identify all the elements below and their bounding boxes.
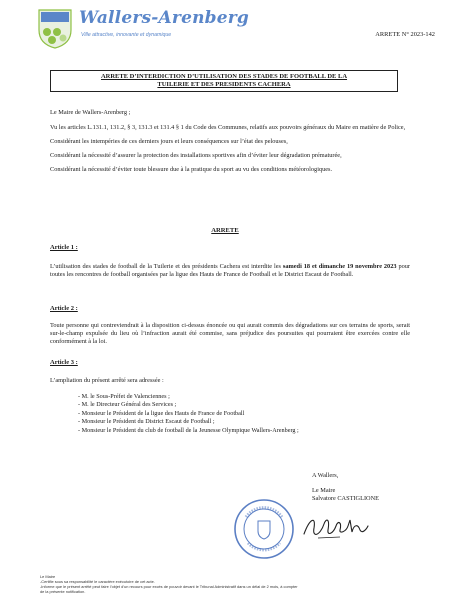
recipient-item: - Monsieur le Président du District Escaut de Football ; bbox=[78, 418, 215, 426]
recipient-item: - Monsieur le Président du club de football de la Jeunesse Olympique Wallers-Arenberg ; bbox=[78, 426, 299, 434]
article-3-title: Article 3 : bbox=[50, 359, 78, 366]
signature-role: Le Maire bbox=[312, 486, 336, 494]
footer-line: -Certifie sous sa responsabilité le caractère exécutoire de cet acte. bbox=[40, 579, 155, 584]
vu-paragraph: Vu les articles L.131.1, 131.2, § 3, 131.3 et 131.4 § 1 du Code des Communes, relatifs aux pouvoirs généraux du Maire en matière de Police, bbox=[50, 124, 406, 131]
article-1-text-a: L’utilisation des stades de football de la Tuilerie et des présidents Cachera est interdite les bbox=[50, 263, 283, 270]
article-3-intro: L’ampliation du présent arrêté sera adressée : bbox=[50, 377, 164, 384]
article-2-title: Article 2 : bbox=[50, 305, 78, 312]
footer-line: de la présente notification. bbox=[40, 589, 86, 594]
decree-title-line1: ARRETE D’INTERDICTION D’UTILISATION DES STADES DE FOOTBALL DE LA bbox=[100, 73, 348, 80]
town-emblem-icon bbox=[35, 6, 75, 50]
considerant-paragraph-1: Considérant les intempéries de ces derniers jours et leurs conséquences sur l’état des pelouses, bbox=[50, 138, 288, 145]
preamble bbox=[50, 109, 410, 174]
logo-title: Wallers-Arenberg bbox=[79, 8, 250, 28]
town-logo bbox=[35, 6, 250, 50]
considerant-paragraph-2: Considérant la nécessité d’assurer la protection des installations sportives afin d’éviter leur dégradation prématurée, bbox=[50, 152, 342, 159]
considerant-paragraph-3: Considérant la nécessité d’éviter toute blessure due à la pratique du sport au vu des conditions météorologiques. bbox=[50, 166, 333, 173]
article-1-text-b: pour toutes les rencontres de football organisées par la ligue des Hauts de France de Football et le District Escaut de Football. bbox=[50, 263, 410, 278]
footer-line: Le Maire bbox=[40, 574, 56, 579]
legal-footer bbox=[40, 574, 420, 594]
article-1-title: Article 1 : bbox=[50, 244, 78, 251]
footer-line: -Informe que le présent arrêté peut faire l’objet d’un recours pour excès de pouvoir devant le Tribunal Administratif dans un délai de 2 mois, à compter bbox=[40, 584, 298, 589]
signature-place: A Wallers, bbox=[312, 472, 339, 479]
recipient-list bbox=[78, 393, 408, 435]
decree-reference: ARRETE N° 2023-142 bbox=[375, 31, 435, 38]
salutation: Le Maire de Wallers-Arenberg ; bbox=[50, 109, 131, 116]
decree-title-line2: TUILERIE ET DES PRESIDENTS CACHERA bbox=[157, 81, 291, 88]
arrete-heading: ARRETE bbox=[211, 227, 239, 234]
article-1-text bbox=[50, 263, 410, 279]
recipient-item: - Monsieur le Président de la ligue des Hauts de France de Football bbox=[78, 409, 245, 417]
recipient-item: - M. le Sous-Préfet de Valenciennes ; bbox=[78, 393, 170, 400]
mairie-stamp-icon bbox=[232, 497, 296, 561]
signature-block bbox=[312, 472, 379, 504]
article-1-dates: samedi 18 et dimanche 19 novembre 2023 bbox=[282, 263, 397, 270]
signature-name: Salvatore CASTIGLIONE bbox=[312, 495, 379, 503]
decree-title bbox=[50, 70, 398, 92]
recipient-item: - M. le Directeur Général des Services ; bbox=[78, 401, 177, 409]
mayor-signature-icon bbox=[300, 510, 372, 542]
article-2-text: Toute personne qui contreviendrait à la disposition ci-dessus énoncée ou qui aurait commis des dégradations sur ces terrains de sports, serait sur-le-champ expulsée du lieu où l’infraction aurait été commise, sans préjudice des poursuites qui pourraient être exercées contre elle conformément à la loi. bbox=[50, 322, 410, 345]
logo-tagline: Ville attractive, innovante et dynamique bbox=[81, 32, 172, 38]
